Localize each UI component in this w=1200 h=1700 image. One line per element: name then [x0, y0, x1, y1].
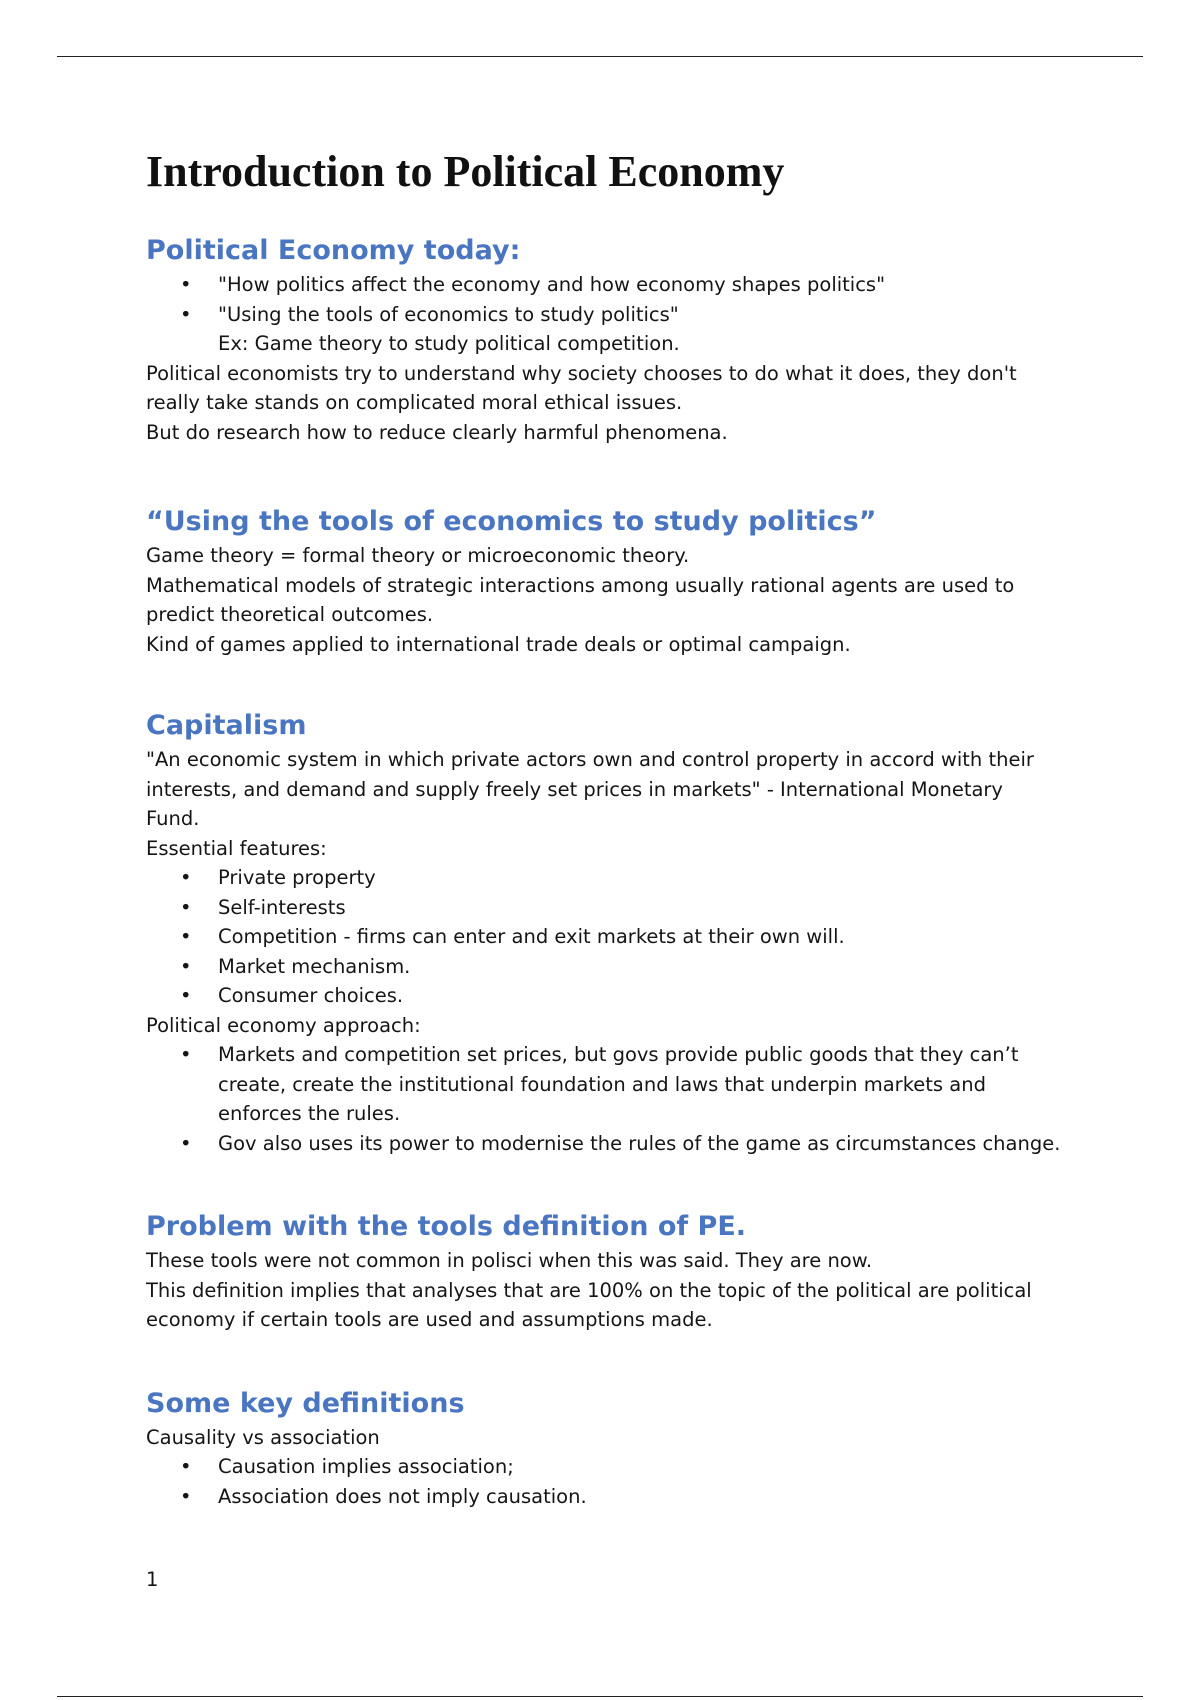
features-label: Essential features:	[146, 836, 327, 860]
paragraph-line: predict theoretical outcomes.	[146, 603, 434, 626]
list-item	[180, 1129, 1106, 1159]
approach-label: Political economy approach:	[146, 1013, 421, 1037]
list-item: • Market mechanism.	[218, 952, 1106, 982]
section-heading: Problem with the tools definition of PE.	[146, 1211, 747, 1242]
list-item-line: Gov also uses its power to modernise the rules of the game as circumstances change.	[218, 1131, 1061, 1155]
section-political-economy-today	[146, 232, 1106, 447]
bullet-icon: •	[180, 925, 192, 948]
list-item: • Association does not imply causation.	[218, 1482, 1106, 1512]
quote-line: interests, and demand and supply freely set prices in markets" - International Monetary	[146, 777, 1003, 801]
list-item: • Competition - firms can enter and exit markets at their own will.	[218, 922, 1106, 952]
section-heading: Political Economy today:	[146, 235, 521, 266]
header-rule	[57, 56, 1143, 57]
bullet-icon: •	[180, 984, 192, 1007]
section-problem-with-tools	[146, 1208, 1106, 1335]
bullet-icon: •	[180, 302, 192, 326]
example-line: Ex: Game theory to study political competition.	[218, 332, 680, 355]
paragraph-line: This definition implies that analyses that are 100% on the topic of the political are political	[146, 1278, 1032, 1302]
paragraph-line: economy if certain tools are used and assumptions made.	[146, 1308, 713, 1331]
list-item	[180, 1040, 1106, 1129]
list-item: • "How politics affect the economy and how economy shapes politics"	[218, 270, 1106, 300]
quote-line: Fund.	[146, 807, 200, 830]
section-key-definitions	[146, 1385, 1106, 1512]
bullet-icon: •	[180, 954, 192, 978]
section-heading: Some key definitions	[146, 1387, 465, 1419]
list-item: • Self-interests	[218, 893, 1106, 923]
quote-line: "An economic system in which private actors own and control property in accord with their	[146, 748, 1034, 771]
paragraph-line: But do research how to reduce clearly harmful phenomena.	[146, 420, 728, 444]
paragraph-line: Kind of games applied to international trade deals or optimal campaign.	[146, 632, 851, 656]
section-capitalism	[146, 707, 1106, 1158]
document-title: Introduction to Political Economy	[146, 147, 785, 196]
bullet-list	[146, 270, 1106, 329]
page-number: 1	[146, 1568, 159, 1591]
bullet-icon: •	[180, 1131, 192, 1155]
bullet-icon: •	[180, 1043, 192, 1066]
section-heading: Capitalism	[146, 710, 307, 741]
section-tools-of-economics	[146, 503, 1106, 659]
section-heading: “Using the tools of economics to study politics”	[146, 506, 877, 537]
bullet-icon: •	[180, 1484, 192, 1508]
paragraph-line: These tools were not common in polisci when this was said. They are now.	[146, 1249, 873, 1272]
list-item: • "Using the tools of economics to study politics"	[218, 300, 1106, 330]
paragraph-line: really take stands on complicated moral ethical issues.	[146, 391, 683, 414]
footer-rule	[57, 1696, 1143, 1697]
bullet-icon: •	[180, 273, 192, 296]
list-item: • Consumer choices.	[218, 981, 1106, 1011]
bullet-icon: •	[180, 1455, 192, 1478]
paragraph-line: Political economists try to understand why society chooses to do what it does, they don't	[146, 361, 1017, 385]
list-item-line: Markets and competition set prices, but govs provide public goods that they can’t	[218, 1043, 1019, 1066]
definitions-list	[146, 1452, 1106, 1511]
features-list	[146, 863, 1106, 1011]
paragraph-line: Game theory = formal theory or microeconomic theory.	[146, 544, 690, 567]
list-item-line: create, create the institutional foundation and laws that underpin markets and	[218, 1072, 986, 1096]
list-item: • Causation implies association;	[218, 1452, 1106, 1482]
document-body	[146, 140, 1106, 1511]
approach-list	[146, 1040, 1106, 1158]
definitions-label: Causality vs association	[146, 1425, 380, 1449]
bullet-icon: •	[180, 895, 192, 919]
bullet-icon: •	[180, 866, 192, 889]
list-item-line: enforces the rules.	[218, 1102, 401, 1125]
paragraph-line: Mathematical models of strategic interactions among usually rational agents are used to	[146, 573, 1015, 597]
list-item: • Private property	[218, 863, 1106, 893]
